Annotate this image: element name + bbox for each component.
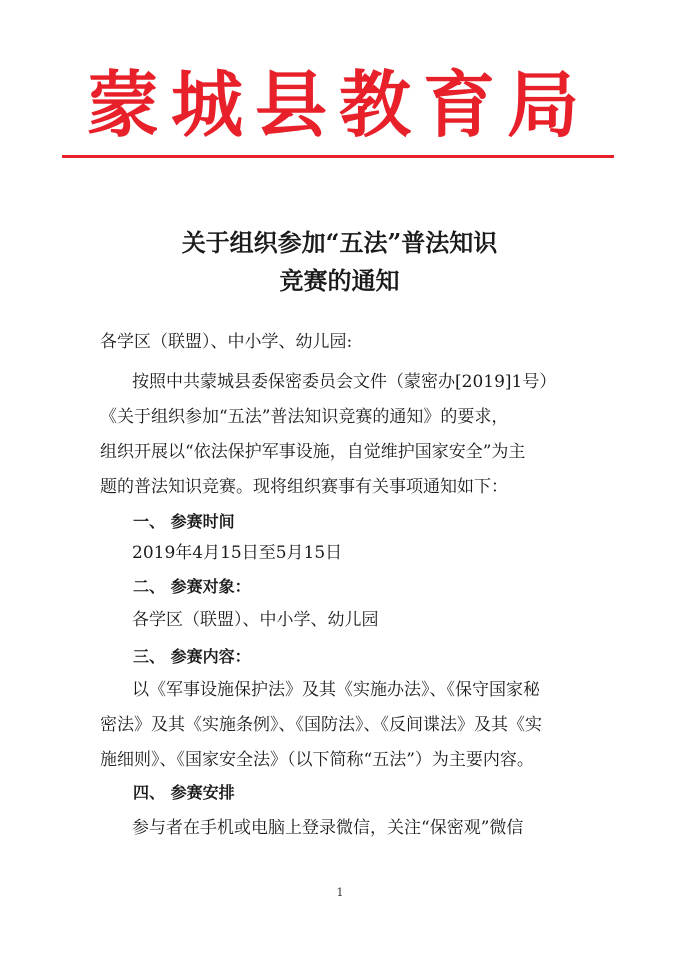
page-number: 1 [336,886,344,899]
section-heading-participants: 二、 参赛对象： [133,577,251,596]
document-title-line-1: 关于组织参加“五法”普法知识 [181,228,498,257]
section-heading-content: 三、 参赛内容： [133,647,251,666]
section-content-line-1: 以《军事设施保护法》及其《实施办法》、《保守国家秘 [132,680,540,700]
intro-line-1: 按照中共蒙城县委保密委员会文件（蒙密办[2019]1号） [132,372,557,392]
salutation: 各学区（联盟）、中小学、幼儿园: [100,332,353,352]
intro-line-2: 《关于组织参加“五法”普法知识竞赛的通知》的要求， [100,407,509,427]
section-arrangement-text: 参与者在手机或电脑上登录微信，关注“保密观”微信 [132,818,524,838]
section-content-line-2: 密法》及其《实施条例》、《国防法》、《反间谍法》及其《实 [100,715,542,735]
intro-line-4: 题的普法知识竞赛。现将组织赛事有关事项通知如下： [100,477,508,497]
section-time-text: 2019年4月15日至5月15日 [132,543,343,563]
letterhead-rule [62,155,614,158]
section-participants-text: 各学区（联盟）、中小学、幼儿园 [132,610,379,630]
letterhead-title: 蒙城县教育局 [86,62,591,147]
section-heading-time: 一、 参赛时间 [133,512,235,531]
document-title-line-2: 竞赛的通知 [279,266,400,295]
intro-line-3: 组织开展以“依法保护军事设施，自觉维护国家安全”为主 [100,442,526,462]
section-heading-arrangement: 四、 参赛安排 [133,783,235,802]
section-content-line-3: 施细则》、《国家安全法》（以下简称“五法”）为主要内容。 [100,750,534,770]
